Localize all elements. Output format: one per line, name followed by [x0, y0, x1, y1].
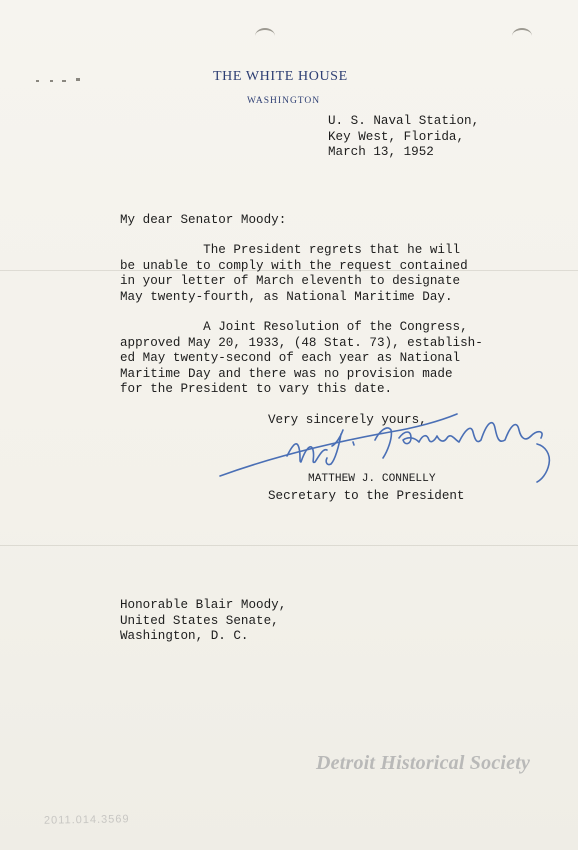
- body-paragraph: A Joint Resolution of the Congress, approved May 20, 1933, (48 Stat. 73), establish- ed May twenty-second of each year as National Maritime Day and there was no provision made for the President to vary this date.: [120, 320, 483, 397]
- punch-hole: [512, 28, 532, 44]
- addressee-block: Honorable Blair Moody, United States Senate, Washington, D. C.: [120, 598, 287, 644]
- punch-hole: [255, 28, 275, 44]
- paper-mark: [50, 80, 53, 82]
- salutation: My dear Senator Moody:: [120, 213, 287, 227]
- paper-mark: [36, 80, 39, 82]
- archive-number: 2011.014.3569: [43, 813, 130, 827]
- signer-name: MATTHEW J. CONNELLY: [308, 473, 436, 485]
- paper-fold-line: [0, 545, 578, 546]
- closing: Very sincerely yours,: [268, 413, 427, 427]
- letterhead-city: WASHINGTON: [247, 96, 321, 106]
- body-paragraph: The President regrets that he will be unable to comply with the request contained in your letter of March eleventh to designate May twenty-fourth, as National Maritime Day.: [120, 243, 468, 304]
- letterhead-title: THE WHITE HOUSE: [213, 69, 348, 84]
- paper-mark: [62, 80, 66, 82]
- signer-title: Secretary to the President: [268, 489, 465, 503]
- paper-mark: [76, 78, 80, 81]
- watermark: Detroit Historical Society: [316, 752, 531, 774]
- place-date: U. S. Naval Station, Key West, Florida, March 13, 1952: [328, 114, 480, 160]
